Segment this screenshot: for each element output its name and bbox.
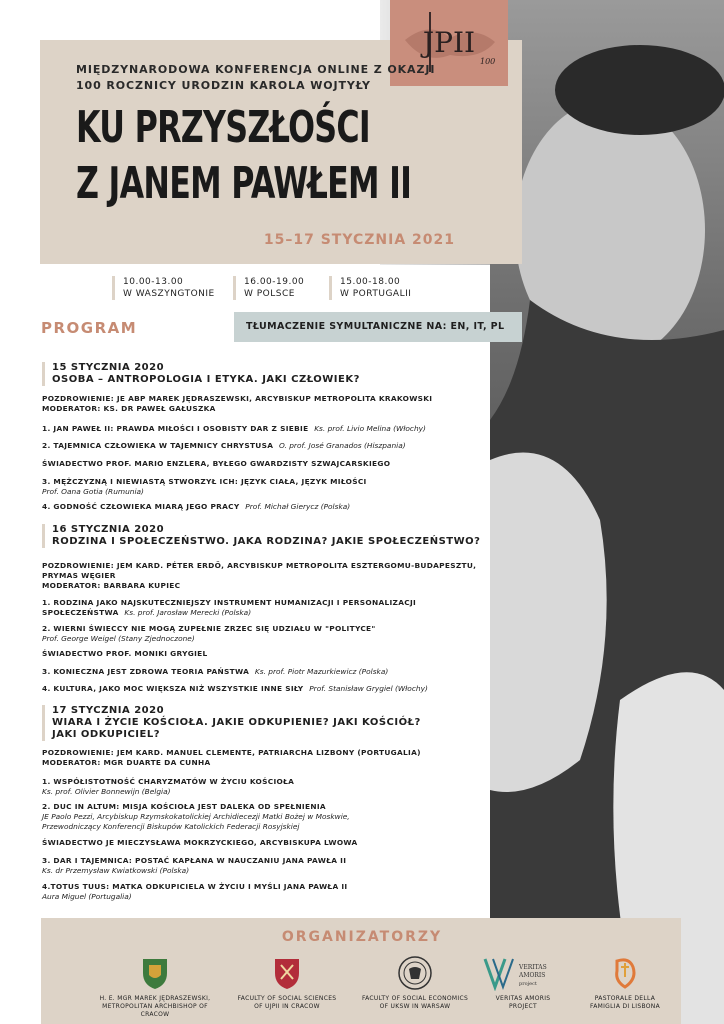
day-3-greeting: POZDROWIENIE: JEM KARD. MANUEL CLEMENTE, PATRIARCHA LIZBONY (PORTUGALIA) MODERATOR: MGR DUARTE DA CUNHA: [42, 748, 421, 767]
list-item: 3. MĘŻCZYZNĄ I NIEWIASTĄ STWORZYŁ ICH: JĘZYK CIAŁA, JĘZYK MIŁOŚCI Prof. Oana Gotia (Rumunia): [42, 477, 367, 496]
list-item: ŚWIADECTWO JE MIECZYSŁAWA MOKRZYCKIEGO, ARCYBISKUPA LWOWA: [42, 838, 358, 847]
family-pastoral-icon: [607, 955, 643, 991]
organizer-archbishop: H. E. MGR MAREK JĘDRASZEWSKI, METROPOLITAN ARCHBISHOP OF CRACOW: [90, 955, 220, 1019]
list-item: 1. WSPÓŁISTOTNOŚĆ CHARYZMATÓW W ŻYCIU KOŚCIOŁA Ks. prof. Olivier Bonnewijn (Belgia): [42, 777, 295, 796]
list-item: 1. RODZINA JAKO NAJSKUTECZNIEJSZY INSTRUMENT HUMANIZACJI I PERSONALIZACJI SPOŁECZEŃSTWA Ks. prof. Jarosław Merecki (Polska): [42, 598, 417, 617]
veritas-amoris-logo-icon: [483, 955, 563, 991]
list-item: 2. WIERNI ŚWIECCY NIE MOGĄ ZUPEŁNIE ZRZEC SIĘ UDZIAŁU W "POLITYCE" Prof. George Weigel (Stany Zjednoczone): [42, 624, 376, 643]
university-crest-icon: [269, 955, 305, 991]
page-title: KU PRZYSZŁOŚCI Z JANEM PAWŁEM II: [76, 102, 412, 209]
time-portugal: 15.00-18.00 W PORTUGALII: [329, 276, 411, 300]
conference-dates: 15–17 STYCZNIA 2021: [263, 232, 455, 248]
svg-text:project: project: [519, 981, 537, 987]
list-item: 2. TAJEMNICA CZŁOWIEKA W TAJEMNICY CHRYSTUSA O. prof. José Granados (Hiszpania): [42, 441, 406, 450]
seal-icon: [397, 955, 433, 991]
list-item: 1. JAN PAWEŁ II: PRAWDA MIŁOŚCI I OSOBISTY DAR Z SIEBIE Ks. prof. Livio Melina (Włochy): [42, 424, 426, 433]
organizer-veritas: VERITAS AMORIS project VERITAS AMORIS PROJECT: [458, 955, 588, 1011]
conference-subtitle: MIĘDZYNARODOWA KONFERENCJA ONLINE Z OKAZJI 100 ROCZNICY URODZIN KAROLA WOJTYŁY: [76, 63, 436, 92]
day-2-heading: 16 STYCZNIA 2020 RODZINA I SPOŁECZEŃSTWO. JAKA RODZINA? JAKIE SPOŁECZEŃSTWO?: [42, 524, 480, 548]
translation-badge: TŁUMACZENIE SYMULTANICZNE NA: EN, IT, PL: [234, 312, 522, 342]
pope-photo: [490, 0, 724, 1024]
time-washington: 10.00-13.00 W WASZYNGTONIE: [112, 276, 215, 300]
organizer-ujpii: FACULTY OF SOCIAL SCIENCES OF UJPII IN CRACOW: [222, 955, 352, 1011]
svg-text:AMORIS: AMORIS: [519, 972, 546, 979]
organizer-lisboa: PASTORALE DELLA FAMIGLIA DI LISBONA: [560, 955, 690, 1011]
logo-sub: 100: [480, 57, 496, 66]
list-item: 4.TOTUS TUUS: MATKA ODKUPICIELA W ŻYCIU I MYŚLI JANA PAWŁA II Aura Miguel (Portugalia): [42, 882, 348, 901]
day-1-greeting: POZDROWIENIE: JE ABP MAREK JĘDRASZEWSKI, ARCYBISKUP METROPOLITA KRAKOWSKI MODERATOR: KS. DR PAWEŁ GAŁUSZKA: [42, 394, 433, 413]
list-item: ŚWIADECTWO PROF. MARIO ENZLERA, BYŁEGO GWARDZISTY SZWAJCARSKIEGO: [42, 459, 391, 468]
list-item: 3. KONIECZNA JEST ZDROWA TEORIA PAŃSTWA Ks. prof. Piotr Mazurkiewicz (Polska): [42, 667, 389, 676]
list-item: 4. GODNOŚĆ CZŁOWIEKA MIARĄ JEGO PRACY Prof. Michał Gierycz (Polska): [42, 502, 351, 511]
svg-text:VERITAS: VERITAS: [519, 964, 547, 971]
logo-text: JPII: [422, 26, 476, 59]
coat-of-arms-icon: [137, 955, 173, 991]
list-item: 3. DAR I TAJEMNICA: POSTAĆ KAPŁANA W NAUCZANIU JANA PAWŁA II Ks. dr Przemysław Kwiatkowski (Polska): [42, 856, 347, 875]
organizer-uksw: FACULTY OF SOCIAL ECONOMICS OF UKSW IN WARSAW: [350, 955, 480, 1011]
time-poland: 16.00-19.00 W POLSCE: [233, 276, 304, 300]
organizers-heading: ORGANIZATORZY: [281, 929, 443, 945]
day-1-heading: 15 STYCZNIA 2020 OSOBA – ANTROPOLOGIA I ETYKA. JAKI CZŁOWIEK?: [42, 362, 360, 386]
day-2-greeting: POZDROWIENIE: JEM KARD. PÉTER ERDŐ, ARCYBISKUP METROPOLITA ESZTERGOMU-BUDAPESZTU, PRYMAS WĘGIER MODERATOR: BARBARA KUPIEC: [42, 561, 477, 590]
day-3-heading: 17 STYCZNIA 2020 WIARA I ŻYCIE KOŚCIOŁA. JAKIE ODKUPIENIE? JAKI KOŚCIÓŁ? JAKI ODKUPICIEL?: [42, 705, 421, 741]
list-item: 2. DUC IN ALTUM: MISJA KOŚCIOŁA JEST DALEKA OD SPEŁNIENIA JE Paolo Pezzi, Arcybiskup Rzymskokatolickiej Archidiecezji Matki Bożej w Moskwie, Przewodniczący Konferencji Biskupów Katolickich Federacji Rosyjskiej: [42, 802, 350, 831]
list-item: 4. KULTURA, JAKO MOC WIĘKSZA NIŻ WSZYSTKIE INNE SIŁY Prof. Stanisław Grygiel (Włochy): [42, 684, 428, 693]
list-item: ŚWIADECTWO PROF. MONIKI GRYGIEL: [42, 649, 208, 658]
program-heading: PROGRAM: [41, 319, 138, 337]
